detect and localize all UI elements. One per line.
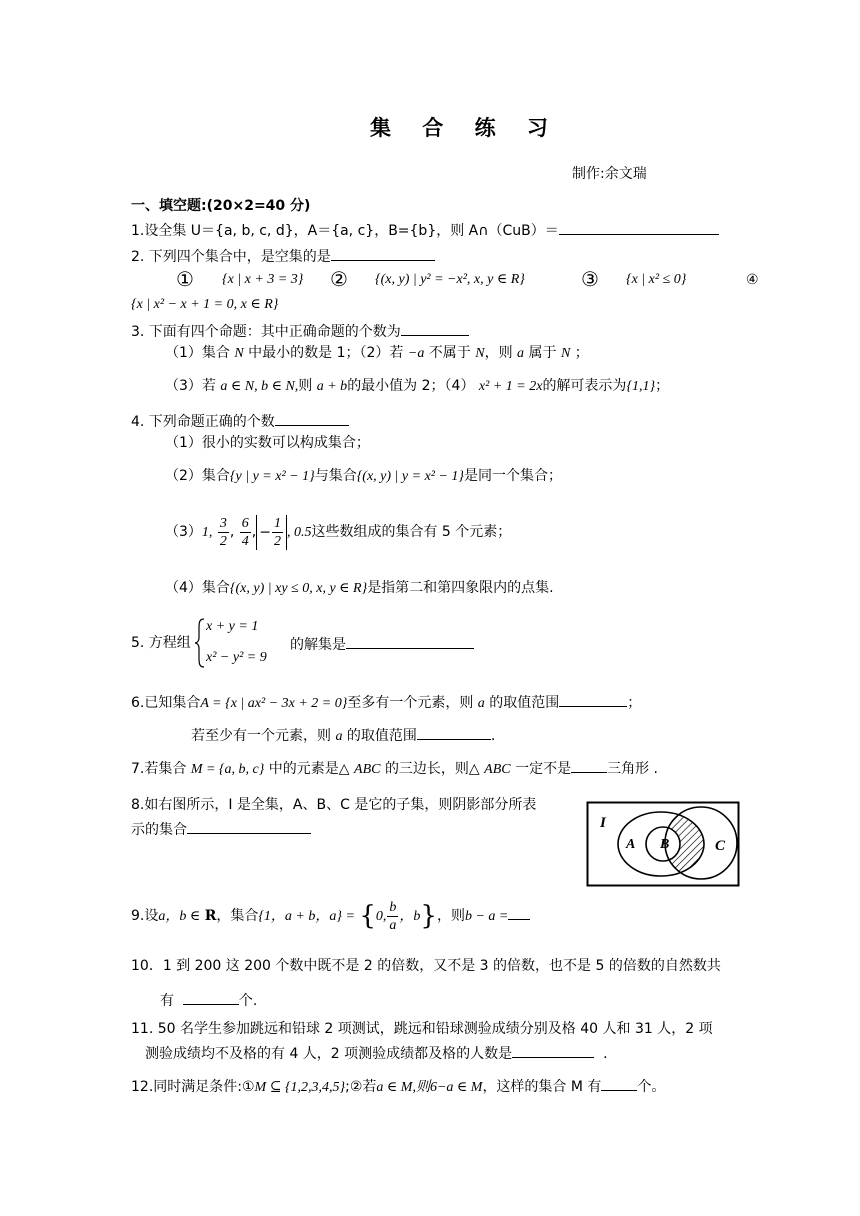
question-6 <box>131 691 641 714</box>
fraction-b-over-a <box>387 899 398 934</box>
q3-math: a <box>517 346 525 361</box>
q4-math: 1, <box>201 525 213 540</box>
q12-math: M ⊆ {1,2,3,4,5} <box>254 1080 346 1095</box>
q4-text: （2）集合 <box>165 468 230 484</box>
equation-2: x² − y² = 9 <box>206 650 267 665</box>
question-10-line-1: 10．1 到 200 这 200 个数中既不是 2 的倍数，又不是 3 的倍数，也不是 5 的倍数的自然数共 <box>131 958 721 974</box>
q3-math: N <box>560 346 571 361</box>
q3-math: x² + 1 = 2x <box>478 379 543 394</box>
q12-text: 个。 <box>637 1079 666 1095</box>
question-2 <box>131 245 435 267</box>
q3-math: {1,1} <box>626 379 656 394</box>
q9-math: b − a = <box>464 909 509 924</box>
answer-blank-2[interactable] <box>331 245 435 261</box>
q7-text: 7.若集合 <box>131 761 187 777</box>
q3-math: N <box>475 346 485 361</box>
q3-math: −a <box>407 346 425 361</box>
q12-text: ，这样的集合 M 有 <box>482 1079 602 1095</box>
denominator: 2 <box>219 533 227 549</box>
brace-open: { <box>359 901 376 931</box>
option-marker-3: ③ <box>581 267 599 291</box>
brace-close: } <box>420 901 437 931</box>
numerator: 6 <box>241 515 249 531</box>
fraction-6-4 <box>240 515 251 550</box>
label-C: C <box>715 838 726 854</box>
answer-blank-6a[interactable] <box>559 691 627 707</box>
q3-math: N <box>234 346 244 361</box>
option-1: {x | x + 3 = 3} <box>222 272 304 287</box>
option-marker-2: ② <box>330 267 348 291</box>
question-3 <box>131 320 469 342</box>
answer-blank-11[interactable] <box>512 1042 594 1058</box>
question-5-label: 5. 方程组 <box>131 635 191 651</box>
q7-math: ABC <box>354 762 381 777</box>
question-9 <box>131 896 530 937</box>
option-marker-1: ① <box>176 267 194 291</box>
question-2-stem: 2. 下列四个集合中，是空集的是 <box>131 249 331 265</box>
question-4-statement-3: （3）1, $\frac{3}{2}$ , $\frac{6}{4}$ , − $\frac{1}{2}$ , 0.5这些数组成的集合有 5 个元素； <box>165 515 512 549</box>
q10-text: 有 <box>160 993 174 1009</box>
page-title: 集 合 练 习 <box>370 116 560 140</box>
q4-text: （4）集合 <box>165 580 230 596</box>
denominator: 2 <box>273 533 281 549</box>
numerator: 3 <box>219 515 227 531</box>
answer-blank-10[interactable] <box>183 989 239 1005</box>
q9-math: {1，a + b，a} = <box>258 909 355 924</box>
question-5-tail <box>290 633 474 655</box>
q3-text: 则 <box>298 378 313 394</box>
q7-text: 中的元素是△ <box>268 761 350 777</box>
q9-math: ，b <box>399 909 421 924</box>
question-4-statement-4 <box>165 578 554 599</box>
left-brace-icon <box>194 617 206 669</box>
option-2: {(x, y) | y² = −x², x, y ∈ R} <box>375 272 525 287</box>
option-marker-4: ④ <box>746 272 759 288</box>
q6-text: 若至少有一个元素，则 <box>191 728 331 744</box>
question-7 <box>131 757 658 780</box>
q6-math: A = {x | ax² − 3x + 2 = 0} <box>200 696 348 711</box>
q6-text: 至多有一个元素，则 <box>347 695 474 711</box>
question-3-stem: 3. 下面有四个命题：其中正确命题的个数为 <box>131 324 401 340</box>
q12-text: ;②若 <box>345 1079 377 1095</box>
q4-math: , 0.5 <box>286 525 312 540</box>
q4-text: 与集合 <box>314 468 357 484</box>
denominator: 4 <box>241 533 249 549</box>
q12-math: 则6−a ∈ M <box>415 1080 483 1095</box>
q9-math: 0, <box>375 909 387 924</box>
q3-text: ； <box>655 378 670 394</box>
question-8-line-1: 8.如右图所示，I 是全集，A、B、C 是它的子集，则阴影部分所表 <box>131 797 537 813</box>
question-1 <box>131 219 719 241</box>
q7-math: M = {a, b, c} <box>190 762 265 777</box>
q6-text: 的取值范围 <box>489 695 560 711</box>
q6-text: 的取值范围 <box>346 728 417 744</box>
q3-text: 的最小值为 2；（4） <box>347 378 475 394</box>
equation-1: x + y = 1 <box>206 619 259 634</box>
option-3: {x | x² ≤ 0} <box>626 272 687 287</box>
q7-text: 三角形 . <box>607 761 658 777</box>
numerator: 1 <box>273 515 281 531</box>
q7-math: ABC <box>484 762 511 777</box>
question-4 <box>131 410 349 432</box>
q3-text: （1）集合 <box>165 345 230 361</box>
q6-text: ； <box>627 695 642 711</box>
answer-blank-5[interactable] <box>346 633 474 649</box>
q6-math: a <box>477 696 485 711</box>
question-3-line-2 <box>165 376 669 397</box>
q4-text: （3） <box>165 524 202 540</box>
q7-text: 的三边长，则△ <box>384 761 480 777</box>
q3-text: 不属于 <box>428 345 471 361</box>
q3-text: 属于 <box>528 345 557 361</box>
q4-math: {(x, y) | y = x² − 1} <box>356 469 465 484</box>
numerator: b <box>389 899 397 915</box>
answer-blank-4[interactable] <box>275 410 349 426</box>
q4-math: {y | y = x² − 1} <box>229 469 315 484</box>
label-B: B <box>660 837 670 852</box>
answer-blank-6b[interactable] <box>417 724 491 740</box>
q9-text: 9.设 <box>131 908 159 924</box>
q6-text: . <box>490 728 496 744</box>
question-12 <box>131 1075 665 1098</box>
label-I: I <box>600 815 606 831</box>
question-4-statement-2 <box>165 466 562 487</box>
q3-text: （3）若 <box>165 378 216 394</box>
q9-math: a，b ∈ <box>158 909 201 924</box>
venn-diagram <box>586 801 740 887</box>
q9-text: ，集合 <box>216 908 259 924</box>
answer-blank-7[interactable] <box>571 757 607 773</box>
q3-math: a ∈ N, b ∈ N, <box>220 379 299 394</box>
question-8-line-2 <box>131 818 311 840</box>
answer-blank-12[interactable] <box>601 1075 637 1091</box>
option-4: {x | x² − x + 1 = 0, x ∈ R} <box>131 297 279 312</box>
author-line: 制作:余文瑞 <box>572 166 647 182</box>
q3-math: a + b <box>316 379 348 394</box>
q12-math: a ∈ M, <box>376 1080 416 1095</box>
answer-blank-1[interactable] <box>559 219 719 235</box>
q3-text: ； <box>574 345 589 361</box>
q4-text: 是同一个集合； <box>464 468 563 484</box>
question-4-statement-1: （1）很小的实数可以构成集合； <box>165 435 370 451</box>
q7-text: 一定不是 <box>515 761 572 777</box>
q6-math: a <box>335 729 343 744</box>
question-10-line-2 <box>160 989 257 1011</box>
question-6-part-2 <box>191 724 495 747</box>
fraction-3-2 <box>218 515 229 550</box>
denominator: a <box>389 917 397 933</box>
q9-math: R <box>204 908 217 924</box>
q3-text: 的解可表示为 <box>542 378 627 394</box>
q4-text: 这些数组成的集合有 5 个元素； <box>311 524 512 540</box>
q11-text: . <box>603 1046 608 1062</box>
q6-text: 6.已知集合 <box>131 695 201 711</box>
answer-blank-8[interactable] <box>187 818 311 834</box>
q10-text: 个. <box>238 993 258 1009</box>
question-4-stem: 4. 下列命题正确的个数 <box>131 414 275 430</box>
question-11-line-1: 11. 50 名学生参加跳远和铅球 2 项测试，跳远和铅球测验成绩分别及格 40 人和 31 人，2 项 <box>131 1021 713 1037</box>
fraction-1-2 <box>272 515 283 550</box>
absolute-value: − $\frac{1}{2}$ <box>256 515 287 550</box>
q3-text: ，则 <box>484 345 513 361</box>
answer-blank-9[interactable] <box>508 904 530 920</box>
q9-text: ，则 <box>436 908 465 924</box>
q4-math: {(x, y) | xy ≤ 0, x, y ∈ R} <box>229 581 368 596</box>
q4-text: 是指第二和第四象限内的点集. <box>367 580 554 596</box>
q3-text: 中最小的数是 1；（2）若 <box>248 345 404 361</box>
q12-text: 12.同时满足条件:① <box>131 1079 255 1095</box>
q5-text: 的解集是 <box>290 637 346 653</box>
q11-text: 测验成绩均不及格的有 4 人，2 项测验成绩都及格的人数是 <box>145 1046 513 1062</box>
question-1-text: 1.设全集 U＝{a, b, c, d}，A＝{a, c}，B={b}，则 A∩（CuB）＝ <box>131 223 559 239</box>
answer-blank-3[interactable] <box>401 320 469 336</box>
section-heading: 一、填空题:(20×2=40 分) <box>131 198 311 214</box>
question-11-line-2 <box>145 1042 608 1064</box>
q8-text: 示的集合 <box>131 822 187 838</box>
label-A: A <box>626 837 636 852</box>
question-3-line-1 <box>165 343 589 364</box>
